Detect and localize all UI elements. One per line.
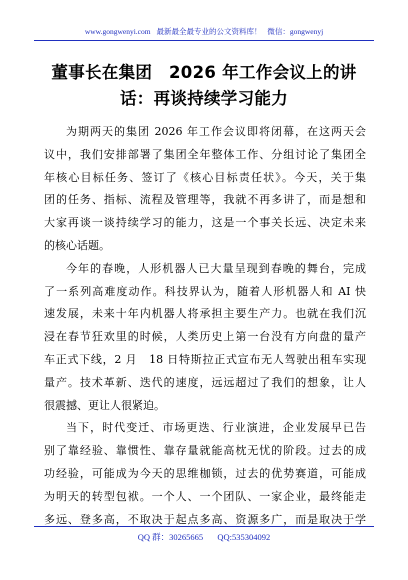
- text-line: 为明天的转型包袱。一个人、一个团队、一家企业，最终能走: [44, 489, 366, 503]
- text-line: 大家再谈一谈持续学习的能力，这是一个事关长远、决定未来: [44, 216, 366, 230]
- text-line: 浸在春节狂欢里的时候，人类历史上第一台没有方向盘的量产: [44, 330, 366, 344]
- text-line: 年核心目标任务、签订了《核心目标责任状》。今天，关于集: [44, 170, 366, 184]
- text-line: 量产。技术革新、迭代的速度，远远超过了我们的想象，让人: [44, 375, 366, 389]
- title-line-2: 话：再谈持续学习能力: [120, 89, 288, 108]
- footer-qq-contact: QQ:535304092: [217, 532, 271, 542]
- paragraph-1: [44, 121, 366, 258]
- text-line: 的核心话题。: [44, 238, 110, 252]
- text-line: 车正式下线，2 月 18 日特斯拉正式宣布无人驾驶出租车实现: [44, 352, 366, 366]
- paragraph-2: [44, 258, 366, 418]
- text-line: 多远、登多高，不取决于起点多高、资源多广，而是取决于学: [44, 512, 366, 526]
- text-line: 很震撼、更让人很紧迫。: [44, 398, 165, 412]
- text-line: 议中，我们安排部署了集团全年整体工作、分组讨论了集团全: [44, 147, 366, 161]
- text-line: 今年的春晚，人形机器人已大量呈现到春晚的舞台，完成: [66, 261, 366, 275]
- footer-bar: [0, 531, 408, 543]
- text-line: 当下，时代变迁、市场更迭、行业演进，企业发展早已告: [66, 421, 366, 435]
- footer-qq-group: QQ 群：30265665: [137, 532, 204, 542]
- header-bar: [0, 26, 408, 37]
- title-line-1: 董事长在集团 2026 年工作会议上的讲: [51, 63, 357, 82]
- header-slogan: 最新最全最专业的公文资料库！: [156, 27, 262, 36]
- header-wechat: 微信：gongwenyj: [267, 27, 324, 36]
- text-line: 为期两天的集团 2026 年工作会议即将闭幕，在这两天会: [66, 125, 366, 138]
- header-site-link[interactable]: www.gongwenyi.com: [84, 27, 151, 36]
- text-line: 速发展，未来十年内机器人将承担主要生产力。也就在我们沉: [44, 307, 366, 321]
- text-line: 了一系列高难度动作。科技界认为，随着人形机器人和 AI 快: [44, 284, 366, 298]
- text-line: 功经验，可能成为今天的思维枷锁，过去的优势赛道，可能成: [44, 466, 366, 480]
- text-line: 别了靠经验、靠惯性、靠存量就能高枕无忧的阶段。过去的成: [44, 444, 366, 458]
- document-title: [40, 60, 368, 112]
- document-body: [44, 121, 366, 531]
- paragraph-3: [44, 417, 366, 531]
- text-line: 团的任务、指标、流程及管理等，我就不再多讲了，而是想和: [44, 193, 366, 207]
- footer-divider: [34, 526, 374, 527]
- header-divider: [34, 40, 374, 41]
